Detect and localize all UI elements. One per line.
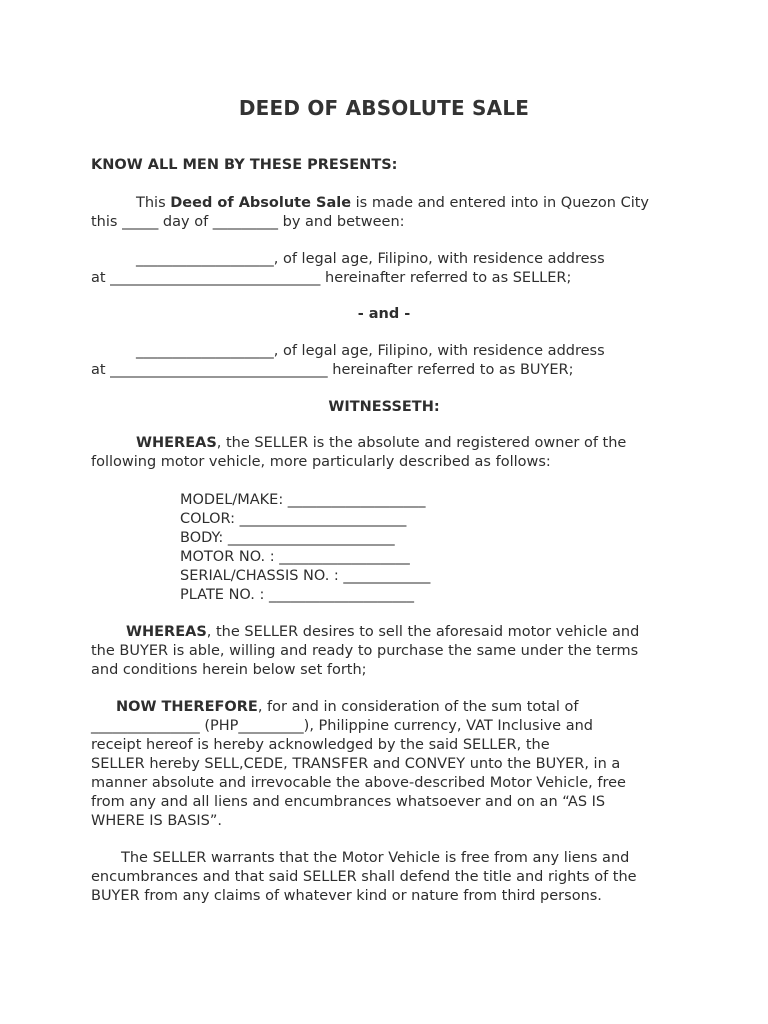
vehicle-field-chassis: SERIAL/CHASSIS NO. : ____________ xyxy=(180,568,431,584)
warranty-line-1: The SELLER warrants that the Motor Vehicle is free from any liens and xyxy=(121,850,630,866)
vehicle-field-color: COLOR: _______________________ xyxy=(180,511,407,527)
vehicle-field-motor: MOTOR NO. : __________________ xyxy=(180,549,410,565)
intro-pre: This xyxy=(136,195,171,211)
whereas2-line-3: and conditions herein below set forth; xyxy=(91,662,367,678)
buyer-line-1: ___________________, of legal age, Filipino, with residence address xyxy=(136,343,605,359)
now-therefore-line-5: manner absolute and irrevocable the above-described Motor Vehicle, free xyxy=(91,775,626,791)
warranty-line-3: BUYER from any claims of whatever kind or nature from third persons. xyxy=(91,888,602,904)
intro-line-2: this _____ day of _________ by and between: xyxy=(91,214,405,230)
now-therefore-line-3: receipt hereof is hereby acknowledged by the said SELLER, the xyxy=(91,737,550,753)
and-separator: - and - xyxy=(357,306,411,322)
whereas2-line-1 xyxy=(126,623,639,642)
vehicle-field-body: BODY: _______________________ xyxy=(180,530,395,546)
whereas2-line-2: the BUYER is able, willing and ready to purchase the same under the terms xyxy=(91,643,639,659)
vehicle-field-plate: PLATE NO. : ____________________ xyxy=(180,587,414,603)
seller-line-1: ___________________, of legal age, Filipino, with residence address xyxy=(136,251,605,267)
vehicle-field-model: MODEL/MAKE: ___________________ xyxy=(180,492,426,508)
witnesseth-heading: WITNESSETH: xyxy=(328,399,440,415)
now-therefore-line-4: SELLER hereby SELL,CEDE, TRANSFER and CONVEY unto the BUYER, in a xyxy=(91,756,621,772)
now-therefore-line-7: WHERE IS BASIS”. xyxy=(91,813,223,829)
intro-post: is made and entered into in Quezon City xyxy=(351,195,650,211)
warranty-line-2: encumbrances and that said SELLER shall defend the title and rights of the xyxy=(91,869,637,885)
whereas1-line-1 xyxy=(136,434,626,453)
now-therefore-line-2: _______________ (PHP_________), Philippine currency, VAT Inclusive and xyxy=(91,718,593,734)
whereas2-post: , the SELLER desires to sell the aforesaid motor vehicle and xyxy=(206,624,640,640)
now-therefore-line-1 xyxy=(116,698,578,717)
buyer-line-2: at ______________________________ hereinafter referred to as BUYER; xyxy=(91,362,574,378)
document-title: DEED OF ABSOLUTE SALE xyxy=(238,96,530,120)
now-therefore-bold: NOW THEREFORE xyxy=(116,699,258,715)
whereas2-bold: WHEREAS xyxy=(126,624,207,640)
now-therefore-post: , for and in consideration of the sum total of xyxy=(257,699,579,715)
now-therefore-line-6: from any and all liens and encumbrances whatsoever and on an “AS IS xyxy=(91,794,606,810)
whereas1-bold: WHEREAS xyxy=(136,435,217,451)
whereas1-line-2: following motor vehicle, more particularly described as follows: xyxy=(91,454,551,470)
know-all-heading: KNOW ALL MEN BY THESE PRESENTS: xyxy=(91,157,398,173)
whereas1-post: , the SELLER is the absolute and registered owner of the xyxy=(216,435,627,451)
seller-line-2: at _____________________________ hereinafter referred to as SELLER; xyxy=(91,270,572,286)
intro-line-1 xyxy=(136,194,649,213)
intro-bold: Deed of Absolute Sale xyxy=(170,195,352,211)
